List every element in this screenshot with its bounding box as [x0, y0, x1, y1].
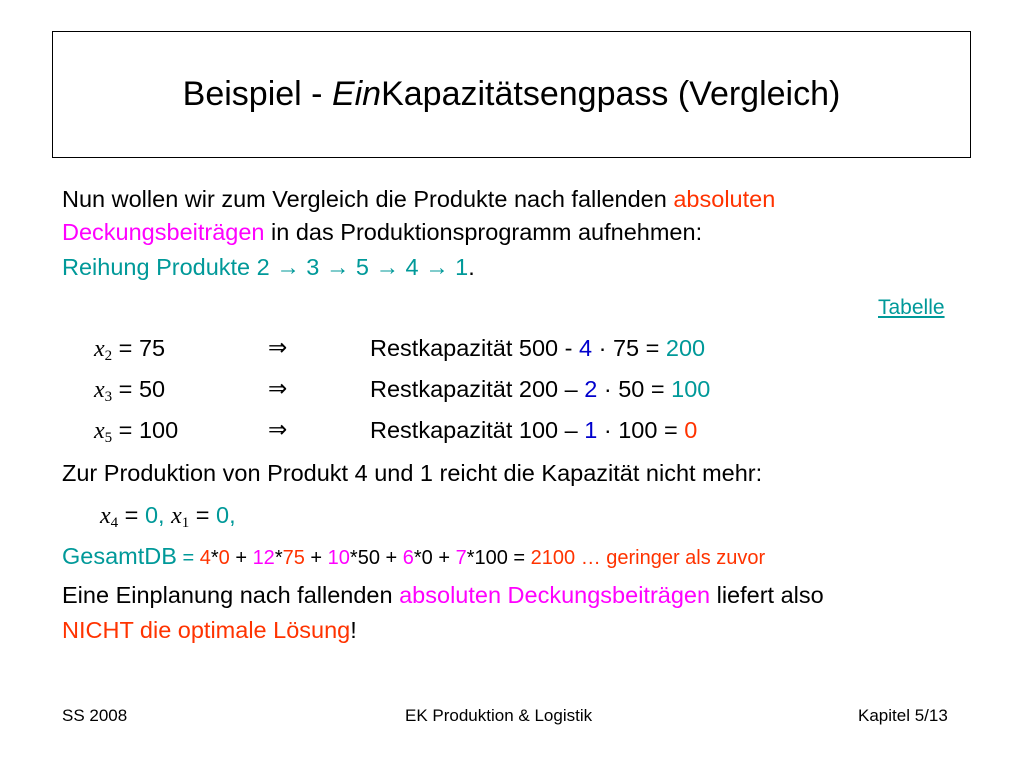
footer-semester: SS 2008 — [62, 706, 128, 725]
capacity-term: 0 — [684, 417, 698, 443]
implies-arrow-icon: ⇒ — [268, 417, 288, 443]
total-contribution-term: 7 — [455, 547, 467, 569]
capacity-term: · 50 = — [597, 376, 672, 402]
total-contribution-term: 2100 … geringer als zuvor — [530, 547, 766, 569]
var-x4: $x_4$ — [100, 503, 119, 531]
x1-value: 0, — [216, 502, 236, 528]
calc-row — [94, 334, 994, 370]
title-text-after: Kapazitätsengpass (Vergleich) — [381, 75, 841, 113]
total-contribution-label: GesamtDB — [62, 543, 177, 569]
intro-highlight-contribution: Deckungsbeiträgen — [62, 219, 265, 245]
capacity-term: Restkapazität 500 - — [370, 335, 579, 361]
total-contribution-term: = — [176, 547, 200, 569]
total-contribution-term: 0 — [218, 547, 230, 569]
capacity-term: 1 — [584, 417, 598, 443]
remaining-capacity — [370, 375, 710, 403]
intro-line-1 — [62, 185, 775, 213]
ranking-text: Reihung Produkte 2 → 3 → 5 → 4 → 1 — [62, 254, 469, 280]
calc-quantity: = 75 — [112, 335, 166, 361]
total-contribution-term: 4 — [199, 547, 211, 569]
conclusion-line-2 — [62, 616, 357, 644]
calc-variable: $x_2$ — [94, 336, 113, 364]
footer-chapter: Kapitel 5/13 — [858, 706, 948, 725]
remaining-capacity — [370, 416, 697, 444]
conclusion-text-2: liefert also — [710, 582, 824, 608]
total-contribution-line — [62, 542, 765, 572]
intro-line-2 — [62, 218, 702, 246]
total-contribution-term: 12 — [252, 547, 275, 569]
conclusion-exclamation: ! — [350, 617, 357, 643]
capacity-term: · 75 = — [592, 335, 666, 361]
title-text-italic: Ein — [331, 75, 382, 113]
equals-sign: = — [118, 502, 145, 528]
capacity-term: · 100 = — [597, 417, 685, 443]
ranking-line — [62, 253, 475, 281]
conclusion-not-optimal: NICHT die optimale Lösung — [62, 617, 351, 643]
ranking-period: . — [468, 254, 475, 280]
conclusion-text: Eine Einplanung nach fallenden — [62, 582, 400, 608]
equals-sign: = — [189, 502, 217, 528]
total-contribution-term: + — [304, 547, 328, 569]
notice-line: Zur Produktion von Produkt 4 und 1 reicht die Kapazität nicht mehr: — [62, 460, 763, 486]
calc-quantity: = 100 — [112, 417, 179, 443]
capacity-term: 200 — [665, 335, 706, 361]
var-x1: $x_1$ — [171, 503, 190, 531]
slide-title — [52, 31, 971, 158]
total-contribution-term: + — [229, 547, 253, 569]
total-contribution-term: * — [210, 547, 219, 569]
capacity-term: Restkapazität 200 – — [370, 376, 585, 402]
conclusion-line-1 — [62, 581, 824, 609]
x4-value: 0, — [144, 502, 165, 528]
capacity-term: Restkapazität 100 – — [370, 417, 585, 443]
implies-arrow-icon: ⇒ — [268, 376, 288, 402]
table-link[interactable]: Tabelle — [878, 296, 945, 319]
implies-arrow-icon: ⇒ — [268, 335, 288, 361]
total-contribution-term: * — [274, 547, 283, 569]
intro-text-2: in das Produktionsprogramm aufnehmen: — [264, 219, 703, 245]
capacity-term: 4 — [579, 335, 593, 361]
calc-row — [94, 416, 994, 452]
capacity-term: 100 — [671, 376, 711, 402]
intro-highlight-absolute: absoluten — [673, 186, 776, 212]
remaining-capacity — [370, 334, 705, 362]
total-contribution-term: *0 + — [413, 547, 456, 569]
conclusion-highlight: absoluten Deckungsbeiträgen — [399, 582, 711, 608]
intro-text: Nun wollen wir zum Vergleich die Produkte nach fallenden — [62, 186, 674, 212]
total-contribution-term: *50 + — [349, 547, 403, 569]
zero-assignment-line — [100, 501, 236, 537]
title-text-before: Beispiel - — [182, 75, 323, 113]
capacity-term: 2 — [584, 376, 598, 402]
total-contribution-term: 75 — [282, 547, 305, 569]
calc-variable: $x_3$ — [94, 377, 113, 405]
total-contribution-term: 10 — [327, 547, 350, 569]
footer-course: EK Produktion & Logistik — [405, 706, 593, 725]
total-contribution-term: 6 — [402, 547, 414, 569]
calc-variable: $x_5$ — [94, 418, 113, 446]
total-contribution-term: *100 = — [466, 547, 531, 569]
calc-quantity: = 50 — [112, 376, 166, 402]
calc-row — [94, 375, 994, 411]
